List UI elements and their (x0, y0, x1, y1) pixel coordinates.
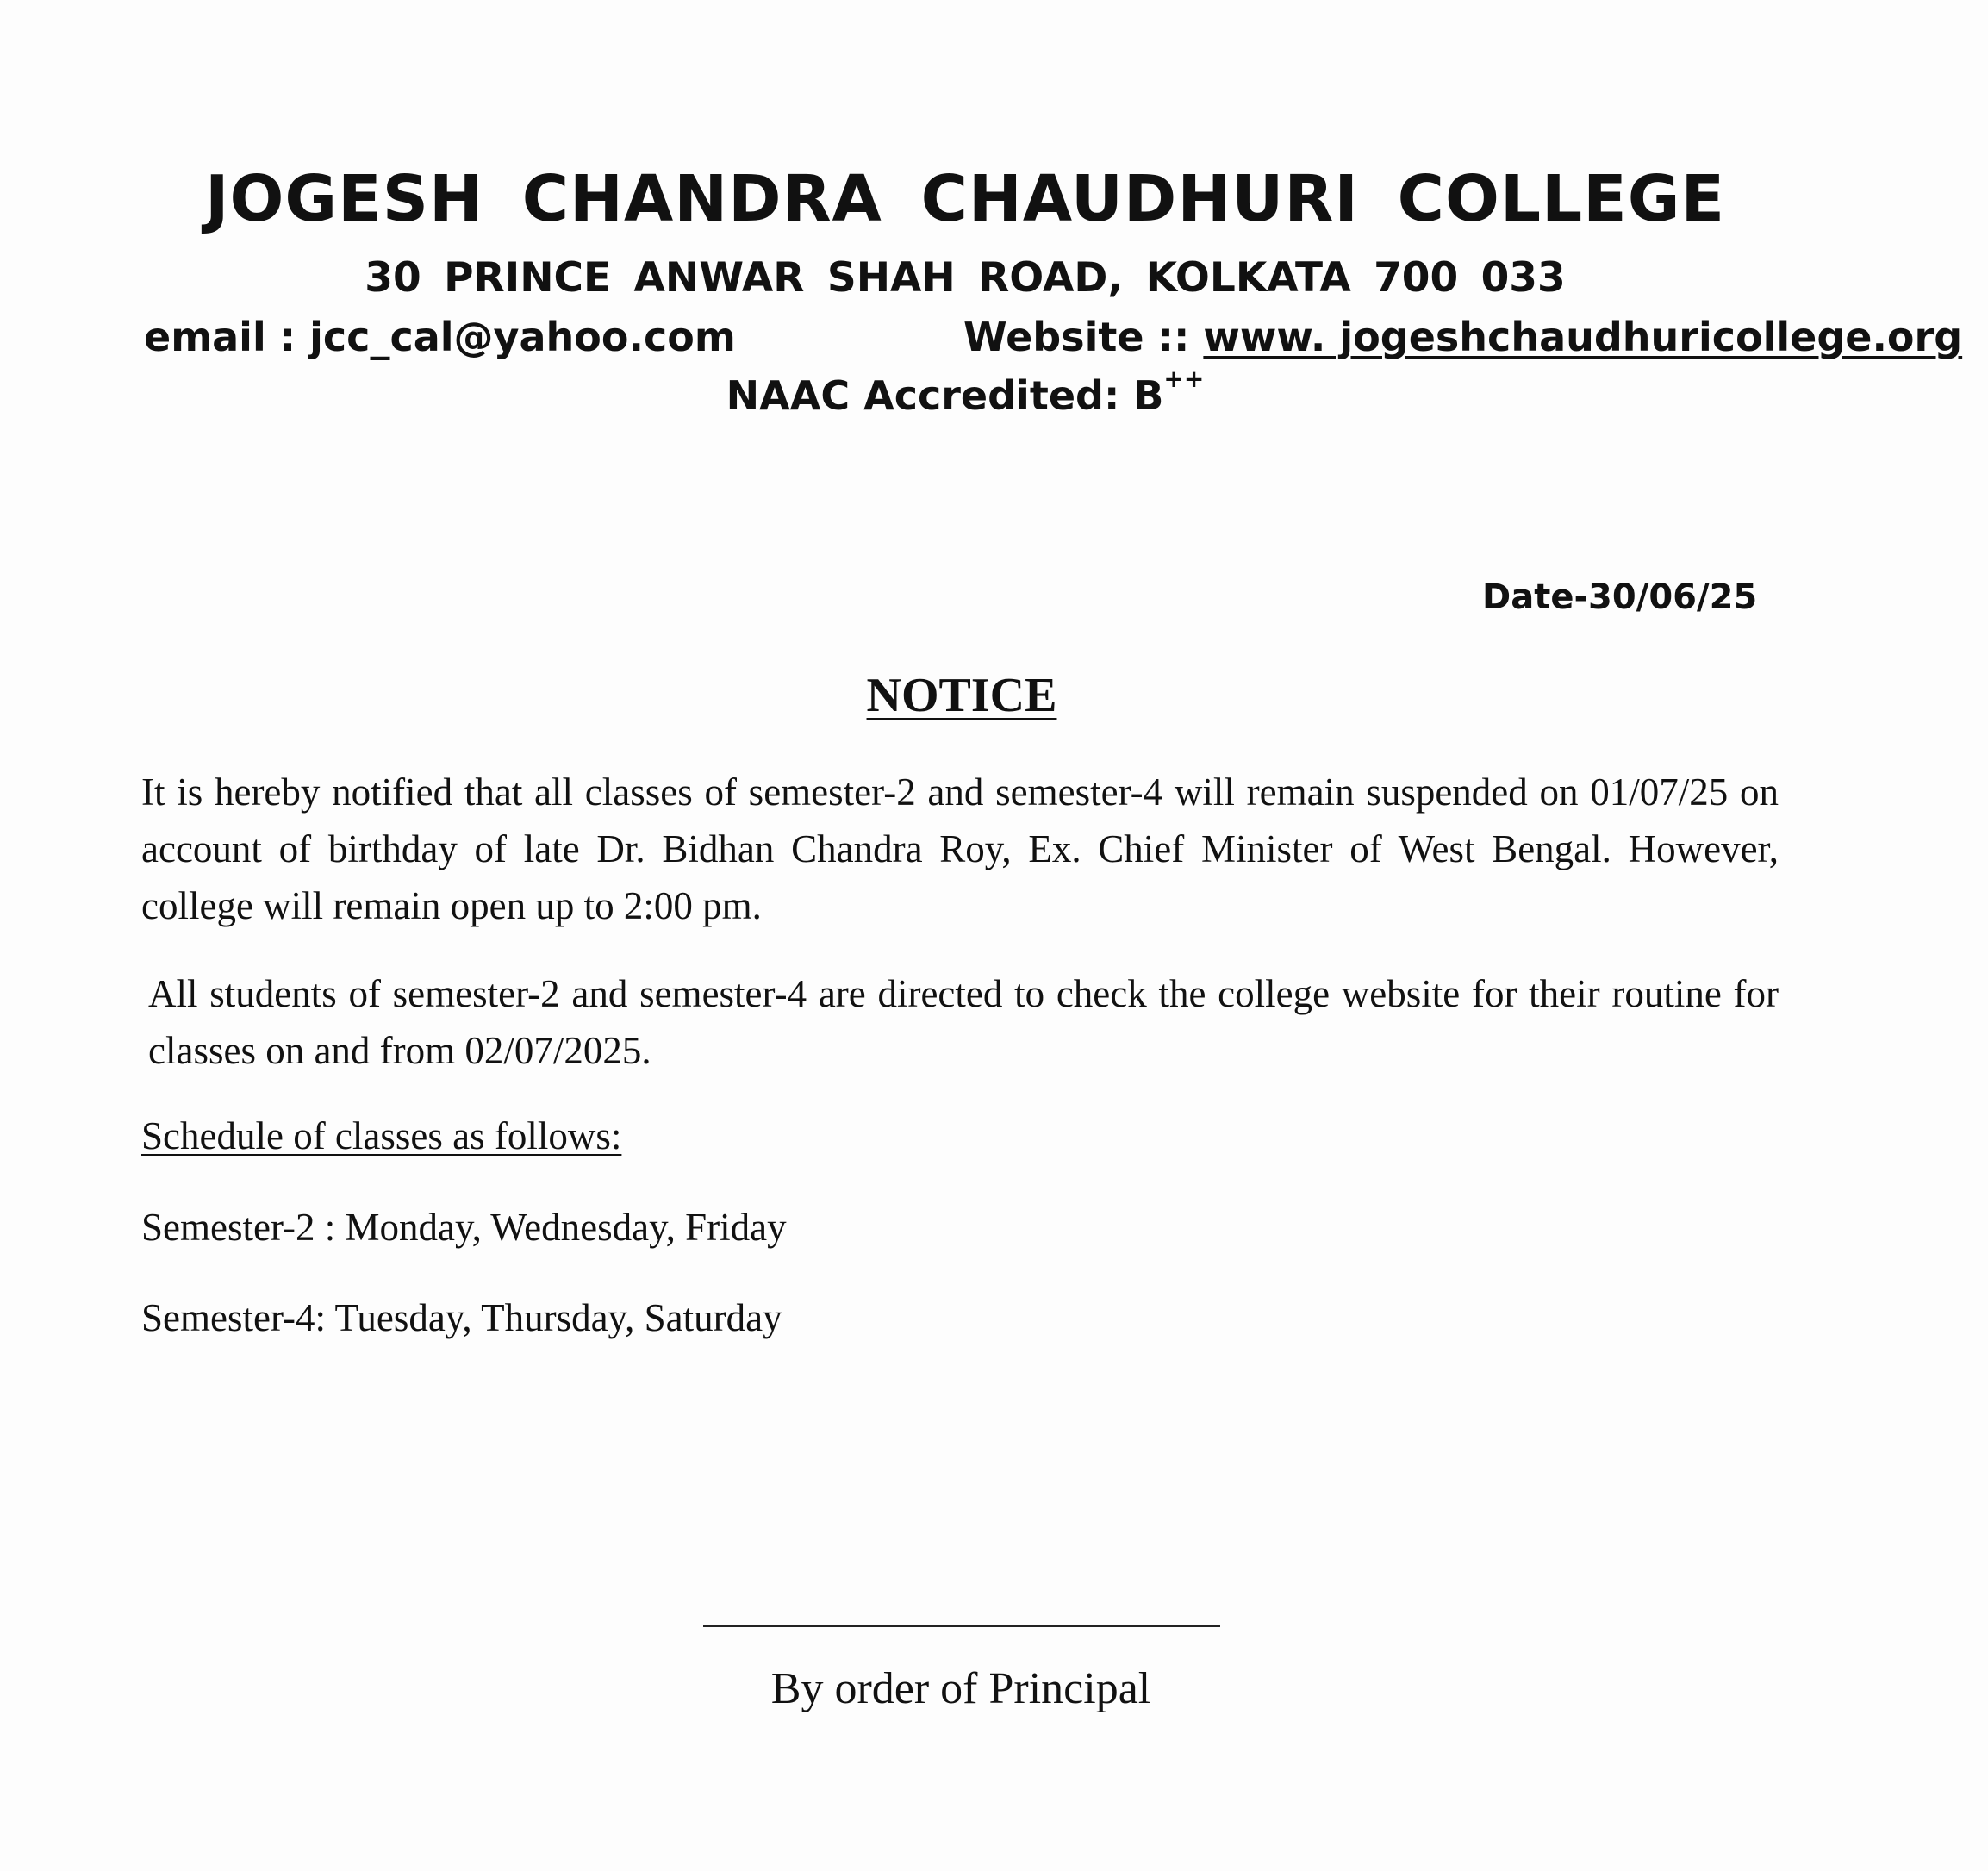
naac-accreditation (0, 365, 1930, 419)
schedule-semester-2: Semester-2 : Monday, Wednesday, Friday (141, 1206, 787, 1249)
notice-paragraph-2: All students of semester-2 and semester-4 are directed to check the college website for their routine for classes on and from 02/07/2025. (148, 972, 1779, 1072)
website-line (963, 314, 1962, 360)
signature-caption: By order of Principal (770, 1664, 1151, 1713)
naac-grade-suffix: ++ (1163, 365, 1205, 393)
schedule-heading: Schedule of classes as follows: (141, 1114, 622, 1157)
website-link[interactable]: www. jogeshchaudhuricollege.org (1203, 314, 1963, 360)
signature-line (703, 1625, 1220, 1627)
notice-title: NOTICE (866, 669, 1057, 722)
naac-label: NAAC Accredited: B (726, 372, 1164, 419)
schedule-semester-4: Semester-4: Tuesday, Thursday, Saturday (141, 1296, 782, 1339)
college-name: JOGESH CHANDRA CHAUDHURI COLLEGE (204, 162, 1725, 236)
notice-date: Date-30/06/25 (1482, 577, 1758, 617)
notice-paragraph-1: It is hereby notified that all classes of semester-2 and semester-4 will remain suspended on 01/07/25 on account of birthday of late Dr. Bidhan Chandra Roy, Ex. Chief Minister of West Bengal. However, college will remain open up to 2:00 pm. (141, 770, 1779, 927)
email-value: jcc_cal@yahoo.com (309, 314, 736, 360)
website-label: Website :: (963, 314, 1204, 360)
college-address: 30 PRINCE ANWAR SHAH ROAD, KOLKATA 700 033 (365, 254, 1566, 302)
email-line (144, 314, 736, 360)
email-label: email : (144, 314, 310, 360)
